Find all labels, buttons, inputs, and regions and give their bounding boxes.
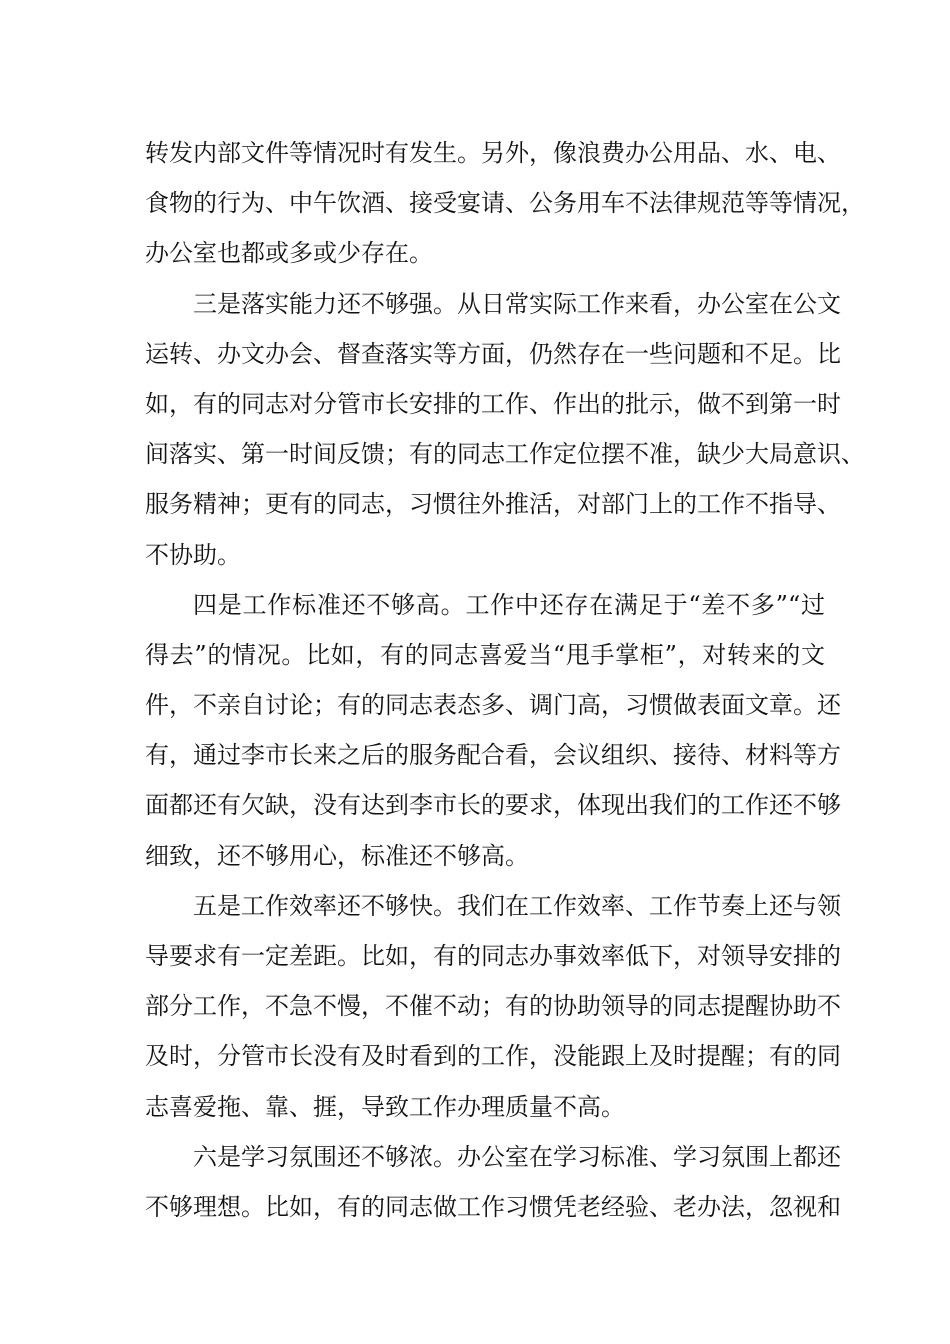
- paragraph-start-line: 五是工作效率还不够快。我们在工作效率、工作节奏上还与领: [193, 891, 841, 920]
- text-line: 食物的行为、中午饮酒、接受宴请、公务用车不法律规范等等情况，: [145, 189, 865, 218]
- text-line: 不协助。: [145, 540, 241, 569]
- text-line: 得去”的情况。比如，有的同志喜爱当“甩手掌柜”，对转来的文: [145, 640, 825, 669]
- text-line: 如，有的同志对分管市长安排的工作、作出的批示，做不到第一时: [145, 389, 841, 418]
- text-line: 志喜爱拖、靠、捱，导致工作办理质量不高。: [145, 1092, 625, 1121]
- paragraph-start-line: 六是学习氛围还不够浓。办公室在学习标准、学习氛围上都还: [193, 1142, 841, 1171]
- text-line: 间落实、第一时间反馈；有的同志工作定位摆不准，缺少大局意识、: [145, 440, 865, 469]
- text-line: 件，不亲自讨论；有的同志表态多、调门高，习惯做表面文章。还: [145, 691, 841, 720]
- text-line: 运转、办文办会、督查落实等方面，仍然存在一些问题和不足。比: [145, 339, 841, 368]
- paragraph-start-line: 三是落实能力还不够强。从日常实际工作来看，办公室在公文: [193, 289, 841, 318]
- body-text: [145, 128, 865, 1232]
- text-line: 不够理想。比如，有的同志做工作习惯凭老经验、老办法，忽视和: [145, 1192, 841, 1221]
- text-line: 导要求有一定差距。比如，有的同志办事效率低下，对领导安排的: [145, 942, 841, 970]
- text-line: 服务精神；更有的同志，习惯往外推活，对部门上的工作不指导、: [145, 490, 841, 519]
- text-line: 及时，分管市长没有及时看到的工作，没能跟上及时提醒；有的同: [145, 1042, 841, 1071]
- text-line: 细致，还不够用心，标准还不够高。: [145, 841, 529, 870]
- text-line: 办公室也都或多或少存在。: [145, 239, 433, 268]
- text-line: 转发内部文件等情况时有发生。另外，像浪费办公用品、水、电、: [145, 139, 841, 167]
- text-line: 部分工作，不急不慢，不催不动；有的协助领导的同志提醒协助不: [145, 992, 841, 1021]
- text-line: 面都还有欠缺，没有达到李市长的要求，体现出我们的工作还不够: [145, 791, 841, 820]
- text-line: 有，通过李市长来之后的服务配合看，会议组织、接待、材料等方: [145, 741, 841, 770]
- paragraph-start-line: 四是工作标准还不够高。工作中还存在满足于“差不多”“过: [193, 590, 825, 619]
